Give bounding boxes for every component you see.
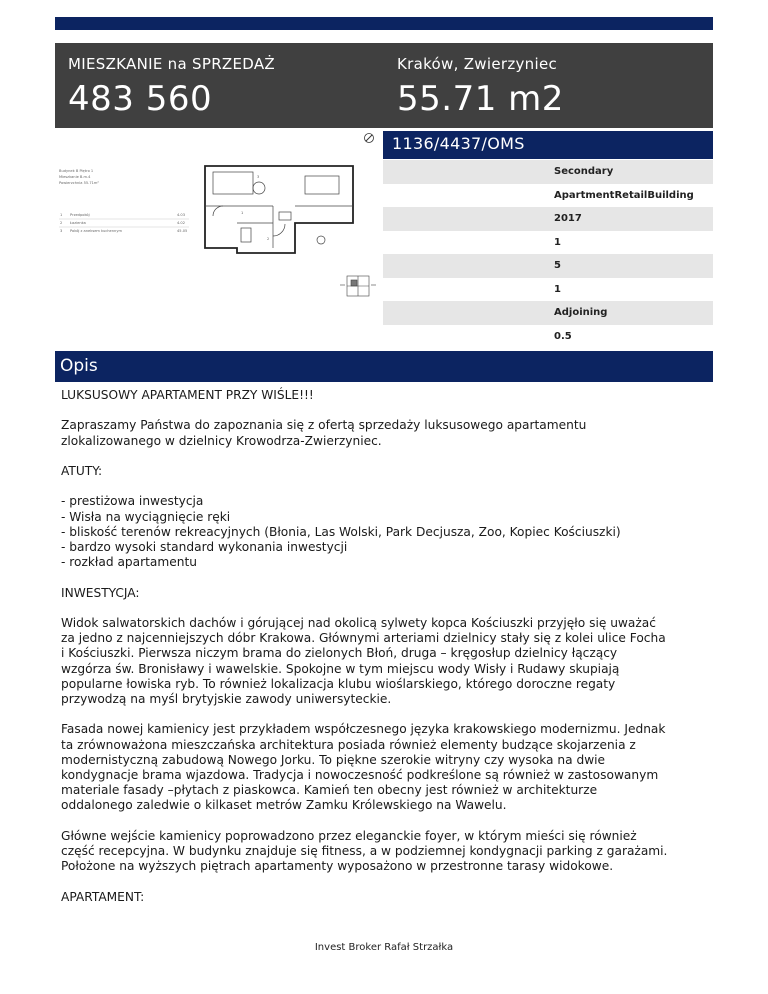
plan-legend-line: Mieszkanie B.m.4 — [59, 175, 91, 179]
listing-type: MIESZKANIE na SPRZEDAŻ — [68, 55, 275, 73]
top-accent-bar — [55, 17, 713, 30]
description-paragraph: APARTAMENT: — [61, 889, 145, 904]
listing-area: 55.71 m2 — [397, 79, 564, 119]
detail-year: 2017 — [383, 207, 713, 231]
location-block — [397, 55, 564, 119]
footer-agency: Invest Broker Rafał Strzałka — [314, 942, 454, 953]
description-paragraph: Zapraszamy Państwa do zapoznania się z ofertą sprzedaży luksusowego apartamentu zlokalizowanego w dzielnicy Krowodrza-Zwierzyniec. — [61, 418, 587, 448]
detail-floors-total: 5 — [383, 254, 713, 278]
svg-text:4.02: 4.02 — [177, 221, 186, 225]
svg-text:45.05: 45.05 — [177, 229, 188, 233]
details-table — [383, 160, 713, 348]
reference-number: 1136/4437/OMS — [383, 131, 713, 159]
description-paragraph: INWESTYCJA: — [61, 585, 140, 600]
svg-text:1: 1 — [60, 213, 63, 217]
price-block — [68, 55, 275, 119]
listing-header — [55, 43, 713, 128]
description-paragraph: ATUTY: — [61, 463, 103, 478]
detail-floor: 1 — [383, 231, 713, 255]
plan-legend-line: Budynek B Piętro 1 — [59, 169, 94, 173]
description-paragraph: - prestiżowa inwestycja - Wisła na wyciągnięcie ręki - bliskość terenów rekreacyjnych (Błonia, Las Wolski, Park Decjusza, Zoo, Kopiec Kościuszki) - bardzo wysoki standard wykonania inwestycji - rozkład apartamentu — [61, 494, 621, 570]
description-paragraph: LUKSUSOWY APARTAMENT PRZY WIŚLE!!! — [61, 388, 314, 402]
floor-plan — [55, 128, 383, 350]
description-paragraph: Główne wejście kamienicy poprowadzono przez eleganckie foyer, w którym mieści się również część recepcyjna. W budynku znajduje się fitness, a w podziemnej kondygnacji parking z garażami. Położone na wyższych piętrach apartamenty wyposażono w przestronne tarasy widokowe. — [61, 828, 668, 874]
key-plan — [340, 276, 376, 296]
svg-text:3: 3 — [60, 229, 63, 233]
plan-legend-line: Powierzchnia 55.71m² — [59, 181, 99, 185]
detail-value: 0.5 — [383, 325, 713, 349]
svg-text:4.03: 4.03 — [177, 213, 186, 217]
description-paragraph: Widok salwatorskich dachów i górującej nad okolicą sylwety kopca Kościuszki przyjęło się uważać za jedno z najcenniejszych dóbr Krakowa. Głównymi arteriami dzielnicy stały się z kolei ulice Focha i Kościuszki. Pierwsza niczym brama do zielonych Błoń, druga – kręgosłup dzielnicy łączący wzgórza św. Bronisławy i wawelskie. Spokojne w tym miejscu wody Wisły i Rudawy skupiają popularne łowiska ryb. To również lokalizacja klubu wioślarskiego, którego doroczne regaty przywodzą na myśl brytyjskie zawody uniwersyteckie. — [61, 615, 666, 706]
section-title: Opis — [55, 351, 713, 382]
description-paragraph: Fasada nowej kamienicy jest przykładem współczesnego języka krakowskiego modernizmu. Jednak ta zrównoważona mieszczańska architektura posiada również elementy budzące skojarzenia z modernistyczną zabudową Nowego Jorku. To piękne szerokie witryny czy wysoka na dwie kondygnacje brama wjazdowa. Tradycja i nowoczesność podkreślone są również w zastosowanym materiale fasady –płytach z piaskowca. Kamień ten obecny jest również w architekturze oddalonego zaledwie o kilkaset metrów Zamku Królewskiego na Wawelu. — [61, 722, 666, 813]
svg-text:2: 2 — [267, 237, 270, 241]
detail-building-type: ApartmentRetailBuilding — [383, 184, 713, 208]
svg-text:3: 3 — [257, 175, 260, 179]
listing-price: 483 560 — [68, 79, 213, 119]
detail-market: Secondary — [383, 160, 713, 184]
description — [61, 388, 711, 920]
listing-location: Kraków, Zwierzyniec — [397, 55, 558, 73]
svg-text:Łazienka: Łazienka — [70, 221, 86, 225]
svg-text:2: 2 — [60, 221, 63, 225]
compass-icon — [365, 134, 374, 143]
svg-text:Przedpokój: Przedpokój — [70, 213, 90, 217]
detail-rooms: 1 — [383, 278, 713, 302]
detail-kitchen: Adjoining — [383, 301, 713, 325]
floor-plan-drawing — [55, 128, 383, 350]
svg-text:Pokój z aneksem kuchennym: Pokój z aneksem kuchennym — [70, 229, 122, 233]
svg-text:1: 1 — [241, 211, 244, 215]
